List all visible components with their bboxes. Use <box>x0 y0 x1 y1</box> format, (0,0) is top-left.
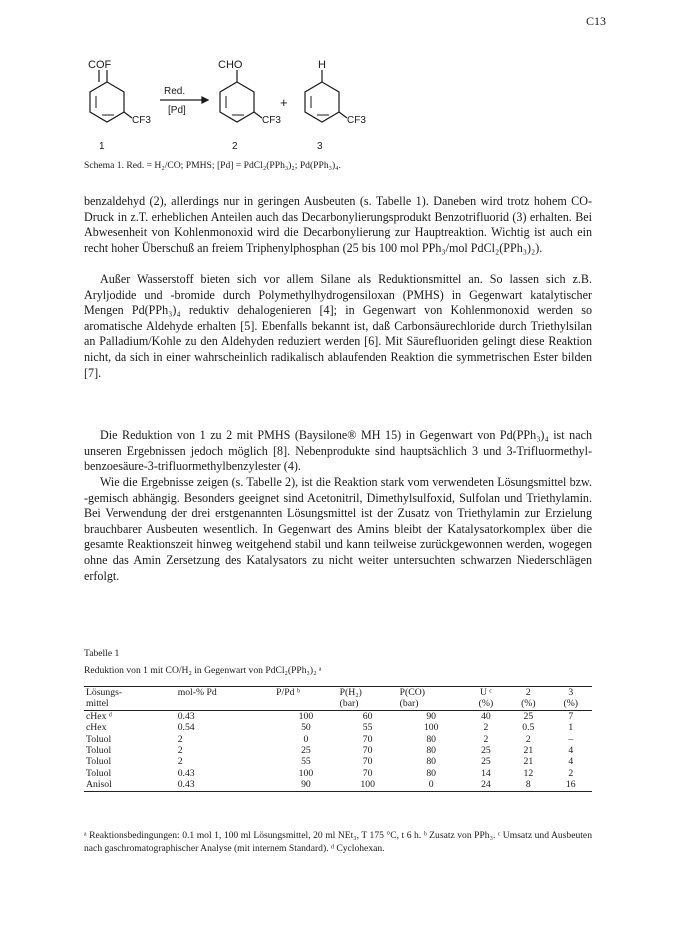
table-row <box>84 756 592 767</box>
table-cell: 4 <box>568 745 574 757</box>
table-title: Reduktion von 1 mit CO/H₂ in Gegenwart von PdCl₂(PPh₃)₂ ᵃ <box>84 665 322 676</box>
compound-3-label: 3 <box>317 141 323 152</box>
table-cell: 21 <box>523 745 534 757</box>
table-cell: 25 <box>301 745 311 757</box>
table-cell: Toluol <box>86 733 112 745</box>
paragraph-4: Wie die Ergebnisse zeigen (s. Tabelle 2), ist die Reaktion stark vom verwendeten Lösungsmittel bzw. -gemisch abhängig. Besonders geeignet sind Acetonitril, Dimethylsulfoxid, Sulfolan und Triethylamin. Bei Verwendung der drei erstgenannten Lösungsmittel ist der Zusatz von Triethylamin zur Erzielung brauchbarer Ausbeuten wesentlich. In Gegenwart des Amins bleibt der Katalysatorkomplex über die gesamte Reaktionszeit hinweg weitgehend stabil und kann teilweise zurückgewonnen werden, wogegen ohne das Amin Zersetzung des Katalysators zu nicht weiter untersuchten schwarzen Niederschlägen erfolgt. <box>84 475 592 583</box>
table-cell: 0.43 <box>176 779 274 791</box>
page-number: C13 <box>585 14 606 28</box>
table-cell: 0 <box>398 779 465 791</box>
table-cell: – <box>568 733 574 745</box>
header-solvent-2: mittel <box>84 698 176 710</box>
table-cell: 8 <box>507 779 549 791</box>
table-cell: 90 <box>274 779 337 791</box>
table-cell: 50 <box>301 722 311 734</box>
table-cell: 100 <box>423 722 439 734</box>
table-cell: 12 <box>523 767 534 779</box>
plus-sign: + <box>280 95 288 110</box>
compound-1 <box>88 59 151 152</box>
compound-3 <box>305 59 366 152</box>
table-cell: 14 <box>481 767 491 779</box>
table-cell: 70 <box>362 745 373 757</box>
arrow-bottom-label: [Pd] <box>168 105 186 116</box>
table-cell: Toluol <box>86 767 112 779</box>
header-p-co-unit: (bar) <box>398 698 465 710</box>
table-cell: 70 <box>362 733 373 745</box>
table-row <box>84 768 592 779</box>
table-header-row <box>84 687 592 699</box>
table-cell: 90 <box>426 710 437 722</box>
paragraph-2: Außer Wasserstoff bieten sich vor allem Silane als Reduktionsmittel an. So lassen sich z.B. Aryljodide und -bromide durch Polymethylhydrogensiloxan (PMHS) in Gegenwart katalytischer Mengen Pd(PPh₃)₄ reduktiv dehalogenieren [4]; in Gegenwart von Kohlenmonoxid werden so aromatische Aldehyde erhalten [5]. Ebenfalls bekannt ist, daß Carbonsäurechloride durch Triethylsilan an Palladium/Kohle zu den Aldehyden reduziert werden [6]. Mit Säurefluoriden gelingt diese Reaktion nicht, da sich in einer wahrscheinlich radikalisch ablaufenden Reaktion die symmetrischen Ester bilden [7]. <box>84 272 592 380</box>
table-cell: 70 <box>362 756 373 768</box>
paragraph-3: Die Reduktion von 1 zu 2 mit PMHS (Baysilone® MH 15) in Gegenwart von Pd(PPh₃)₄ ist nach unseren Ergebnissen jedoch möglich [8]. Nebenprodukte sind hauptsächlich 3 und 3-Trifluormethyl-benzoesäure-3-trifluormethylbenzylester (4). <box>84 428 592 474</box>
table-cell: 21 <box>523 756 534 768</box>
table-cell: 55 <box>362 722 373 734</box>
header-conversion-unit: (%) <box>465 698 507 710</box>
header-yield-3-unit: (%) <box>550 698 592 710</box>
header-solvent: Lösungs- <box>84 687 176 699</box>
header-p-pd-2 <box>274 698 337 710</box>
table-cell: 0.54 <box>177 722 195 734</box>
table-cell: 16 <box>550 779 592 791</box>
table-cell: 25 <box>523 710 534 722</box>
header-p-h2-unit: (bar) <box>338 698 398 710</box>
compound-1-substituent: CF3 <box>132 115 151 126</box>
table-footnotes: ᵃ Reaktionsbedingungen: 0.1 mol 1, 100 ml Lösungsmittel, 20 ml NEt₃, T 175 °C, t 6 h. ᵇ Zusatz von PPh₃. ᶜ Umsatz und Ausbeuten nach gaschromatographischer Analyse (mit internem Standard). ᵈ Cyclohexan. <box>84 830 592 854</box>
compound-2-substituent: CF3 <box>262 115 281 126</box>
table-cell: 2 <box>483 722 489 734</box>
table-label: Tabelle 1 <box>84 648 120 659</box>
table-cell: 25 <box>481 756 491 768</box>
header-mol-pd-2 <box>176 698 274 710</box>
table-cell: 0 <box>303 733 309 745</box>
table-cell: 2 <box>177 733 183 745</box>
reaction-arrow <box>160 86 208 116</box>
table-cell: 0.43 <box>177 710 195 722</box>
table-cell: 80 <box>426 745 437 757</box>
table-cell: 25 <box>481 745 491 757</box>
compound-2-group: CHO <box>218 59 243 71</box>
paragraph-1: benzaldehyd (2), allerdings nur in geringen Ausbeuten (s. Tabelle 1). Daneben wird trotz hohem CO-Druck in z.T. erheblichen Anteilen auch das Decarbonylierungsprodukt Benzotrifluorid (3) erhalten. Bei Abwesenheit von Kohlenmonoxid wird die Decarbonylierung zur Hauptreaktion. Wichtig ist auch ein recht hoher Überschuß an freiem Triphenylphosphan (25 bis 100 mol PPh₃/mol PdCl₂(PPh₃)₂). <box>84 194 592 255</box>
compound-1-label: 1 <box>99 141 105 152</box>
table-cell: 4 <box>568 756 574 768</box>
table-cell: Toluol <box>86 756 112 768</box>
table-row <box>84 734 592 745</box>
table-cell: 2 <box>177 756 183 768</box>
table-cell: 24 <box>465 779 507 791</box>
table-cell: 2 <box>483 733 489 745</box>
header-p-h2: P(H₂) <box>338 687 398 699</box>
table-row <box>84 722 592 733</box>
compound-2-label: 2 <box>232 141 238 152</box>
table-row <box>84 710 592 722</box>
table-cell: 100 <box>338 779 398 791</box>
table-cell: 100 <box>298 710 314 722</box>
table-cell: Anisol <box>84 779 176 791</box>
table-cell: 80 <box>426 733 437 745</box>
compound-3-group: H <box>318 59 326 71</box>
table-cell: 60 <box>362 710 373 722</box>
header-p-co: P(CO) <box>398 687 465 699</box>
header-conversion: U ᶜ <box>465 687 507 699</box>
header-p-pd: P/Pd ᵇ <box>274 687 337 699</box>
table-cell: 80 <box>426 756 437 768</box>
table-row <box>84 779 592 791</box>
table-cell: 70 <box>362 767 373 779</box>
table-row <box>84 745 592 756</box>
compound-2 <box>218 59 281 152</box>
table-cell: 0.43 <box>177 767 195 779</box>
table-cell: 7 <box>568 710 574 722</box>
data-table <box>84 686 592 792</box>
table-cell: 2 <box>568 767 574 779</box>
header-yield-2-unit: (%) <box>507 698 549 710</box>
table-cell: 100 <box>298 767 314 779</box>
table-cell: 0.5 <box>522 722 535 734</box>
table-cell: cHex <box>86 722 107 734</box>
reaction-scheme <box>84 52 374 167</box>
compound-3-substituent: CF3 <box>347 115 366 126</box>
table-cell: 2 <box>177 745 183 757</box>
arrow-top-label: Red. <box>164 86 186 97</box>
header-mol-pd: mol-% Pd <box>176 687 274 699</box>
table-cell: 55 <box>301 756 311 768</box>
table-cell: 1 <box>568 722 574 734</box>
table-cell: 40 <box>481 710 491 722</box>
header-yield-3: 3 <box>550 687 592 699</box>
table-header-row <box>84 698 592 710</box>
compound-1-group: COF <box>88 59 112 71</box>
scheme-caption: Schema 1. Red. = H₂/CO; PMHS; [Pd] = PdCl₂(PPh₃)₂; Pd(PPh₃)₄. <box>84 160 341 171</box>
table-cell: 80 <box>426 767 437 779</box>
table-cell: 2 <box>525 733 531 745</box>
table-cell: Toluol <box>86 745 112 757</box>
header-yield-2: 2 <box>507 687 549 699</box>
table-cell: cHex ᵈ <box>86 710 112 722</box>
